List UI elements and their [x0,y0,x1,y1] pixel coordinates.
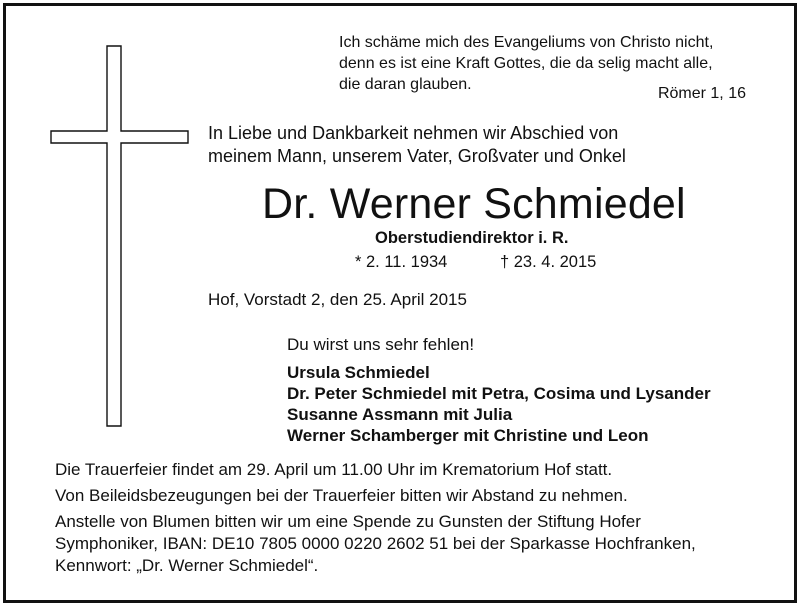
verse-reference: Römer 1, 16 [657,85,746,102]
death-date: † 23. 4. 2015 [500,253,597,271]
mourner-item: Ursula Schmiedel [287,363,430,382]
funeral-notes [55,459,696,577]
cross-icon [50,45,190,427]
miss-you-text: Du wirst uns sehr fehlen! [287,335,475,354]
birth-date: * 2. 11. 1934 [355,253,448,271]
mourners-list [287,362,711,446]
donation-line: Anstelle von Blumen bitten wir um eine Spende zu Gunsten der Stiftung Hofer [55,512,641,531]
mourner-item: Dr. Peter Schmiedel mit Petra, Cosima und Lysander [287,384,711,403]
donation-line: Kennwort: „Dr. Werner Schmiedel“. [55,556,319,575]
deceased-name: Dr. Werner Schmiedel [262,180,686,228]
mourner-item: Susanne Assmann mit Julia [287,405,513,424]
condolence-info: Von Beileidsbezeugungen bei der Trauerfeier bitten wir Abstand zu nehmen. [55,486,628,505]
donation-line: Symphoniker, IBAN: DE10 7805 0000 0220 2602 51 bei der Sparkasse Hochfranken, [55,534,696,553]
mourner-item: Werner Schamberger mit Christine und Leon [287,426,649,445]
verse-line: Ich schäme mich des Evangeliums von Christo nicht, [339,34,714,51]
deceased-title: Oberstudiendirektor i. R. [375,229,569,247]
intro-line: meinem Mann, unserem Vater, Großvater und Onkel [208,146,626,166]
funeral-info: Die Trauerfeier findet am 29. April um 11.00 Uhr im Krematorium Hof statt. [55,460,613,479]
intro-line: In Liebe und Dankbarkeit nehmen wir Abschied von [208,123,619,143]
farewell-intro [208,122,626,168]
place-and-date: Hof, Vorstadt 2, den 25. April 2015 [208,290,467,309]
verse-line: denn es ist eine Kraft Gottes, die da selig macht alle, [339,55,713,72]
verse-line: die daran glauben. [339,76,472,93]
